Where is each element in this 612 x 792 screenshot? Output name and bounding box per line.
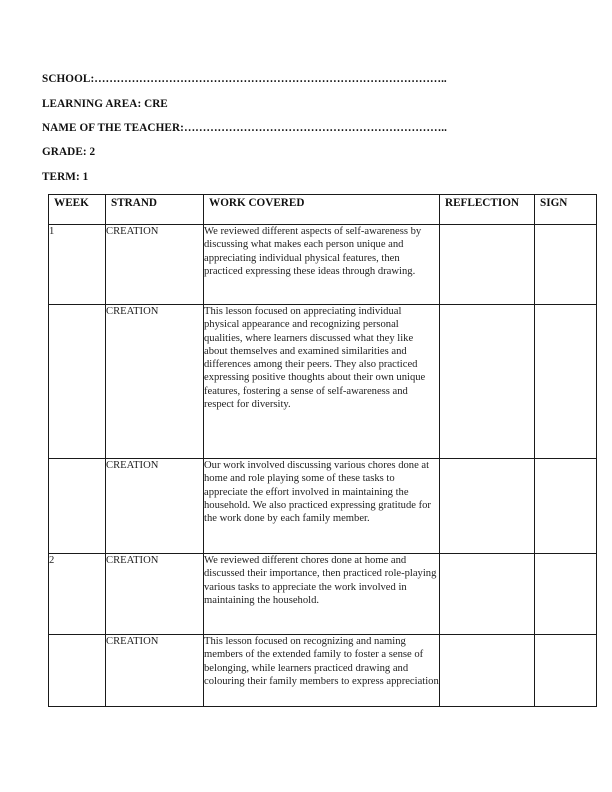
table-row xyxy=(49,225,597,305)
strand-cell: CREATION xyxy=(106,305,204,459)
week-cell: 1 xyxy=(49,225,106,305)
week-cell xyxy=(49,635,106,707)
week-cell: 2 xyxy=(49,554,106,635)
table-header-row xyxy=(49,195,597,225)
reflection-cell[interactable] xyxy=(440,635,535,707)
reflection-cell[interactable] xyxy=(440,459,535,554)
column-header-sign: SIGN xyxy=(535,195,597,225)
work-covered-cell: We reviewed different chores done at home and discussed their importance, then practiced role-playing various tasks to appreciate the work involved in maintaining the household. xyxy=(204,554,440,635)
strand-cell: CREATION xyxy=(106,635,204,707)
column-header-reflection: REFLECTION xyxy=(440,195,535,225)
strand-cell: CREATION xyxy=(106,554,204,635)
table-row xyxy=(49,305,597,459)
sign-cell[interactable] xyxy=(535,459,597,554)
teacher-line xyxy=(42,122,447,135)
sign-cell[interactable] xyxy=(535,635,597,707)
strand-cell: CREATION xyxy=(106,459,204,554)
table-row xyxy=(49,554,597,635)
strand-cell: CREATION xyxy=(106,225,204,305)
school-line xyxy=(42,73,447,86)
school-value: ………………………………………………………………………………….. xyxy=(94,73,447,85)
record-of-work-table xyxy=(48,194,597,707)
column-header-strand: STRAND xyxy=(106,195,204,225)
learning-area-label: LEARNING AREA: xyxy=(42,98,142,110)
week-cell xyxy=(49,305,106,459)
learning-area-line xyxy=(42,98,168,111)
column-header-work-covered: WORK COVERED xyxy=(204,195,440,225)
term-line xyxy=(42,171,88,184)
learning-area-value: CRE xyxy=(144,98,168,110)
reflection-cell[interactable] xyxy=(440,225,535,305)
work-covered-cell: This lesson focused on appreciating individual physical appearance and recognizing personal qualities, where learners discussed what they like about themselves and examined similarities and differences among their peers. They also practiced expressing positive thoughts about their own unique features, fostering a sense of self-awareness and respect for diversity. xyxy=(204,305,440,459)
week-cell xyxy=(49,459,106,554)
work-covered-cell: Our work involved discussing various chores done at home and role playing some of these tasks to appreciate the effort involved in maintaining the household. We also practiced expressing gratitude for the work done by each family member. xyxy=(204,459,440,554)
column-header-week: WEEK xyxy=(49,195,106,225)
grade-label: GRADE: xyxy=(42,146,87,158)
teacher-label: NAME OF THE TEACHER: xyxy=(42,122,184,134)
sign-cell[interactable] xyxy=(535,305,597,459)
grade-value: 2 xyxy=(89,146,96,158)
work-covered-cell: We reviewed different aspects of self-awareness by discussing what makes each person unique and appreciating individual physical features, then practiced expressing these ideas through drawing. xyxy=(204,225,440,305)
work-covered-cell: This lesson focused on recognizing and naming members of the extended family to foster a sense of belonging, while learners practiced drawing and colouring their family members to express appreciation xyxy=(204,635,440,707)
table-row xyxy=(49,459,597,554)
grade-line xyxy=(42,146,95,159)
sign-cell[interactable] xyxy=(535,225,597,305)
teacher-value: …………………………………………………………….. xyxy=(183,122,447,134)
school-label: SCHOOL: xyxy=(42,73,95,85)
reflection-cell[interactable] xyxy=(440,554,535,635)
sign-cell[interactable] xyxy=(535,554,597,635)
term-value: 1 xyxy=(82,171,89,183)
table-row xyxy=(49,635,597,707)
term-label: TERM: xyxy=(42,171,80,183)
reflection-cell[interactable] xyxy=(440,305,535,459)
